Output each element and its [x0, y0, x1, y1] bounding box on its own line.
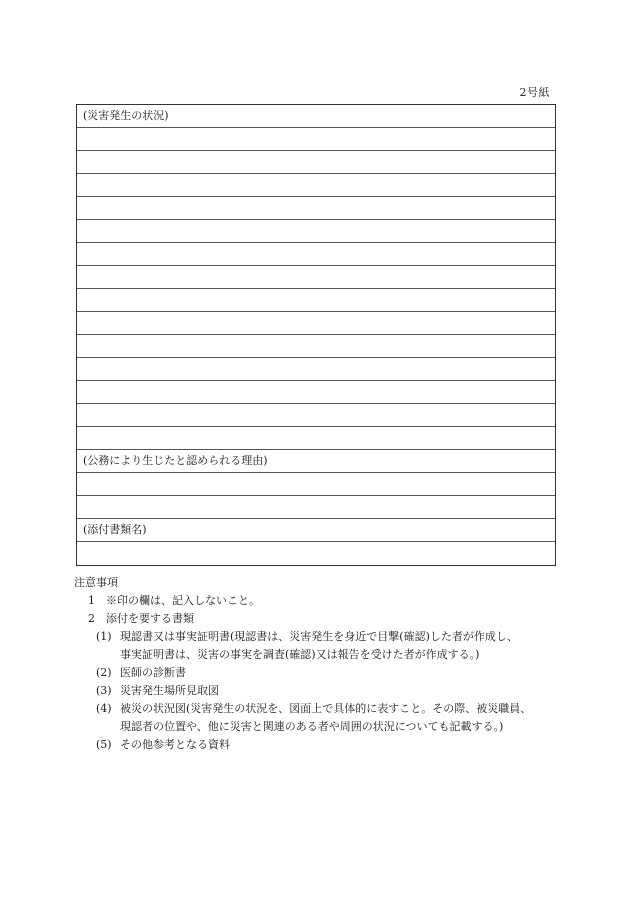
note-number: 1	[88, 594, 95, 607]
sub-item-4	[74, 700, 564, 718]
circumstances-line[interactable]	[77, 174, 555, 197]
circumstances-line[interactable]	[77, 243, 555, 266]
circumstances-line[interactable]	[77, 427, 555, 450]
circumstances-line[interactable]	[77, 266, 555, 289]
note-number: 2	[88, 612, 95, 625]
sub-item-number: (2)	[96, 666, 112, 679]
sub-item-2	[74, 664, 564, 682]
circumstances-label: (災害発生の状況)	[77, 105, 555, 128]
sub-item-number: (3)	[96, 684, 112, 697]
attachments-label: (添付書類名)	[77, 519, 555, 542]
sub-item-3	[74, 682, 564, 700]
report-form-table	[76, 104, 556, 566]
note-item-1	[74, 592, 564, 610]
sub-item-continuation: 事実証明書は、災害の事実を調査(確認)又は報告を受けた者が作成する。)	[120, 648, 480, 661]
notes-section	[74, 574, 564, 754]
circumstances-line[interactable]	[77, 151, 555, 174]
sub-item-number: (1)	[96, 630, 112, 643]
attachments-line[interactable]	[77, 542, 555, 565]
sub-item-number: (5)	[96, 738, 112, 751]
reason-line[interactable]	[77, 496, 555, 519]
circumstances-line[interactable]	[77, 335, 555, 358]
sub-item-number: (4)	[96, 702, 112, 715]
reason-label: (公務により生じたと認められる理由)	[77, 450, 555, 473]
circumstances-line[interactable]	[77, 312, 555, 335]
sub-item-text: 災害発生場所見取図	[120, 684, 219, 697]
circumstances-line[interactable]	[77, 404, 555, 427]
sub-item-continuation: 現認者の位置や、他に災害と関連のある者や周囲の状況についても記載する。)	[120, 720, 504, 733]
circumstances-line[interactable]	[77, 220, 555, 243]
reason-line[interactable]	[77, 473, 555, 496]
sub-item-5	[74, 736, 564, 754]
circumstances-line[interactable]	[77, 289, 555, 312]
note-item-2	[74, 610, 564, 628]
note-text: 添付を要する書類	[106, 612, 194, 625]
sub-item-text: その他参考となる資料	[120, 738, 230, 751]
circumstances-line[interactable]	[77, 381, 555, 404]
sub-item-text: 医師の診断書	[120, 666, 186, 679]
note-text: ※印の欄は、記入しないこと。	[106, 594, 260, 607]
circumstances-line[interactable]	[77, 358, 555, 381]
circumstances-line[interactable]	[77, 128, 555, 151]
sub-item-text: 被災の状況図(災害発生の状況を、図面上で具体的に表すこと。その際、被災職員、	[120, 702, 532, 715]
notes-title: 注意事項	[74, 576, 118, 589]
sub-item-text: 現認書又は事実証明書(現認書は、災害発生を身近で目撃(確認)した者が作成し、	[120, 630, 518, 643]
form-number: 2号紙	[519, 86, 550, 99]
circumstances-line[interactable]	[77, 197, 555, 220]
sub-item-1	[74, 628, 564, 646]
